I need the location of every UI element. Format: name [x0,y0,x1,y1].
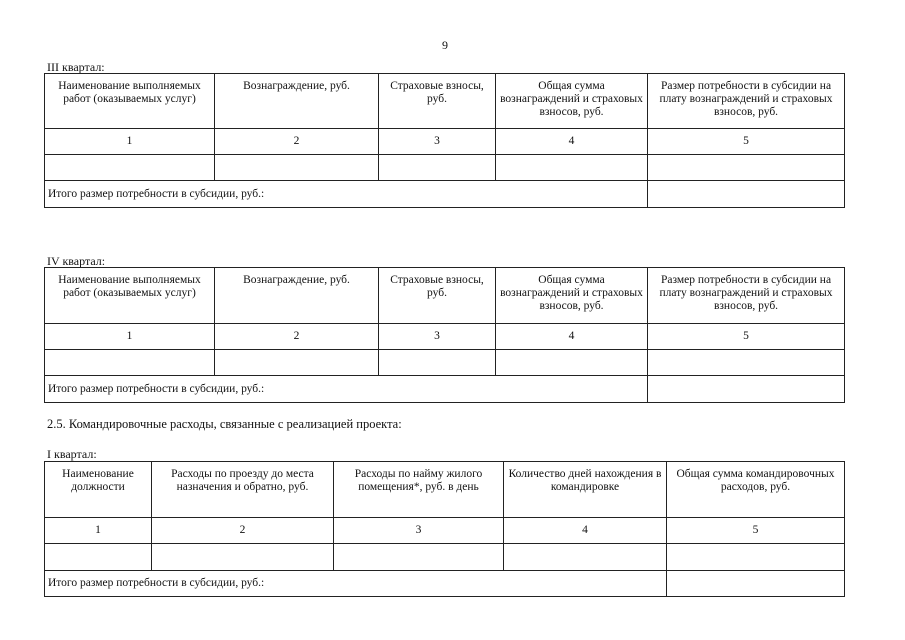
q4-cell-insurance[interactable] [379,350,496,376]
section-title: 2.5. Командировочные расходы, связанные с реализацией проекта: [47,417,402,431]
q4-cell-need[interactable] [648,350,845,376]
q4-cell-total-sum[interactable] [496,350,648,376]
q3-total-label: Итого размер потребности в субсидии, руб.: [45,181,648,208]
q3-cell-name[interactable] [45,155,215,181]
q1-total-row [45,571,845,597]
q4-total-label: Итого размер потребности в субсидии, руб.: [45,376,648,403]
q4-data-row [45,350,845,376]
q1-cell-housing[interactable] [334,544,504,571]
q4-header-name: Наименование выполняемых работ (оказываемых услуг) [45,268,215,324]
q4-header-row [45,268,845,324]
q1-cell-total-expenses[interactable] [667,544,845,571]
q3-header-total-sum: Общая сумма вознаграждений и страховых взносов, руб. [496,74,648,129]
q4-cell-name[interactable] [45,350,215,376]
q1-col-num-2: 2 [152,518,334,544]
q1-cell-days[interactable] [504,544,667,571]
q3-col-num-1: 1 [45,129,215,155]
q4-table [44,267,845,403]
q3-cell-need[interactable] [648,155,845,181]
q1-number-row [45,518,845,544]
q4-header-insurance: Страховые взносы, руб. [379,268,496,324]
q1-total-value[interactable] [667,571,845,597]
q1-cell-position[interactable] [45,544,152,571]
q3-data-row [45,155,845,181]
q4-col-num-5: 5 [648,324,845,350]
q3-cell-reward[interactable] [215,155,379,181]
q3-number-row [45,129,845,155]
q3-total-row [45,181,845,208]
q4-number-row [45,324,845,350]
q1-total-label: Итого размер потребности в субсидии, руб.: [45,571,667,597]
q3-cell-total-sum[interactable] [496,155,648,181]
q1-table [44,461,845,597]
q4-col-num-3: 3 [379,324,496,350]
q1-col-num-3: 3 [334,518,504,544]
q1-header-total-expenses: Общая сумма командировочных расходов, руб. [667,462,845,518]
q1-header-travel: Расходы по проезду до места назначения и обратно, руб. [152,462,334,518]
q1-header-days: Количество дней нахождения в командировке [504,462,667,518]
q3-header-row [45,74,845,129]
q4-caption: IV квартал: [47,254,106,268]
q3-header-insurance: Страховые взносы, руб. [379,74,496,129]
q3-caption: III квартал: [47,60,105,74]
q3-col-num-2: 2 [215,129,379,155]
q3-header-need: Размер потребности в субсидии на плату вознаграждений и страховых взносов, руб. [648,74,845,129]
q4-total-value[interactable] [648,376,845,403]
q3-header-reward: Вознаграждение, руб. [215,74,379,129]
q1-header-position: Наименование должности [45,462,152,518]
q1-col-num-1: 1 [45,518,152,544]
q4-col-num-2: 2 [215,324,379,350]
q1-col-num-4: 4 [504,518,667,544]
q1-caption: I квартал: [47,447,97,461]
q4-cell-reward[interactable] [215,350,379,376]
q1-header-row [45,462,845,518]
q3-table [44,73,845,208]
q3-header-name: Наименование выполняемых работ (оказываемых услуг) [45,74,215,129]
q3-total-value[interactable] [648,181,845,208]
q1-data-row [45,544,845,571]
q4-header-reward: Вознаграждение, руб. [215,268,379,324]
q3-cell-insurance[interactable] [379,155,496,181]
page-number: 9 [442,38,448,52]
q4-header-total-sum: Общая сумма вознаграждений и страховых взносов, руб. [496,268,648,324]
q3-col-num-3: 3 [379,129,496,155]
q1-header-housing: Расходы по найму жилого помещения*, руб. в день [334,462,504,518]
q4-header-need: Размер потребности в субсидии на плату вознаграждений и страховых взносов, руб. [648,268,845,324]
q1-cell-travel[interactable] [152,544,334,571]
q3-col-num-5: 5 [648,129,845,155]
q4-total-row [45,376,845,403]
q1-col-num-5: 5 [667,518,845,544]
q3-col-num-4: 4 [496,129,648,155]
q4-col-num-4: 4 [496,324,648,350]
q4-col-num-1: 1 [45,324,215,350]
